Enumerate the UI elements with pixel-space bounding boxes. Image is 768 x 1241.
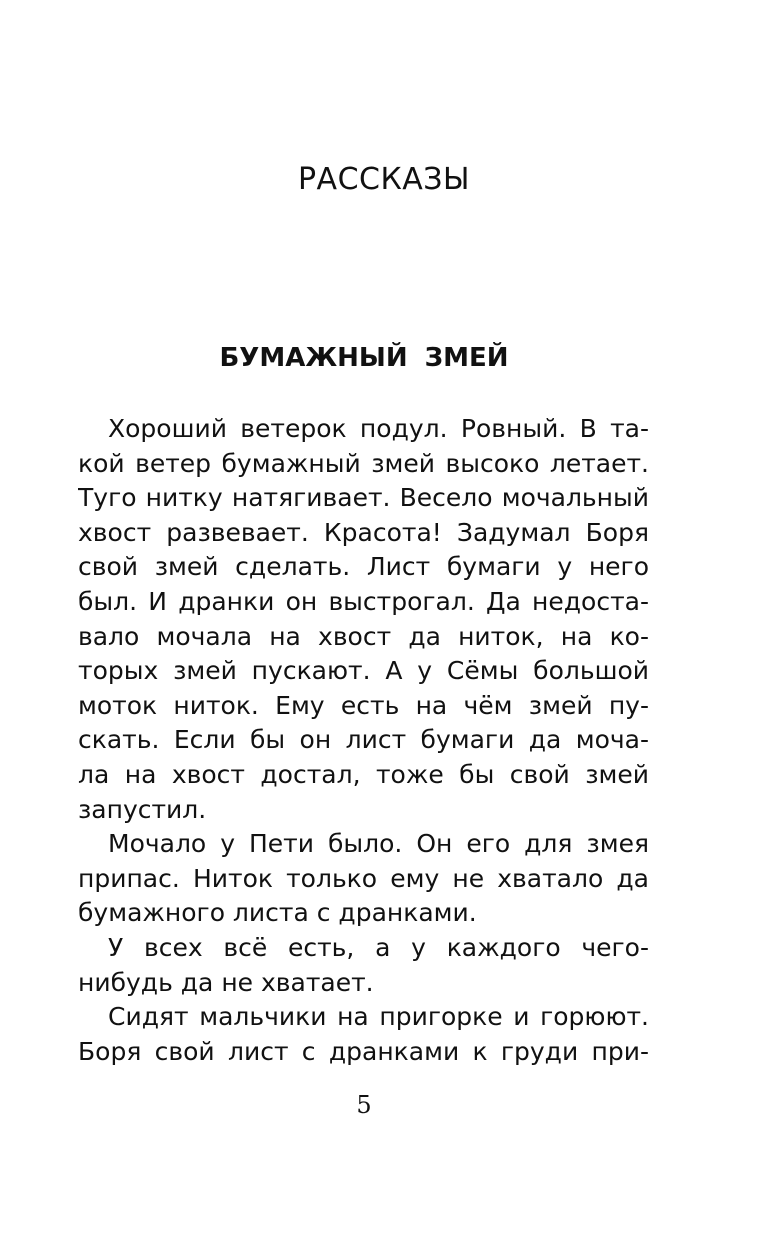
text-line: Туго нитку натягивает. Весело мочальный — [78, 483, 649, 513]
text-line: Сидят мальчики на пригорке и горюют. — [108, 1002, 649, 1032]
paragraph — [78, 931, 649, 1000]
text-line: Мочало у Пети было. Он его для змея — [108, 829, 649, 859]
text-line: Хороший ветерок подул. Ровный. В та- — [108, 414, 649, 443]
text-line: вало мочала на хвост да ниток, на ко- — [78, 621, 649, 651]
text-line: кой ветер бумажный змей высоко летает. — [78, 448, 649, 478]
text-line: был. И дранки он выстрогал. Да недоста- — [78, 586, 649, 616]
text-line: Боря свой лист с дранками к груди при- — [78, 1036, 649, 1066]
text-line: свой змей сделать. Лист бумаги у него — [78, 552, 649, 582]
text-line: моток ниток. Ему есть на чём змей пу- — [78, 690, 649, 720]
page-number: 5 — [356, 1091, 372, 1119]
text-line: скать. Если бы он лист бумаги да моча- — [78, 725, 649, 755]
paragraph — [78, 412, 649, 827]
text-line: У всех всё есть, а у каждого чего- — [108, 932, 649, 962]
text-line: торых змей пускают. А у Сёмы большой — [78, 656, 649, 686]
section-title: РАССКАЗЫ — [297, 162, 471, 197]
paragraph — [78, 827, 649, 931]
text-line: нибудь да не хватает. — [78, 967, 374, 997]
story-title: БУМАЖНЫЙ ЗМЕЙ — [219, 343, 509, 373]
text-line: хвост развевает. Красота! Задумал Боря — [78, 517, 649, 547]
text-line: припас. Ниток только ему не хватало да — [78, 863, 649, 893]
story-text — [78, 412, 649, 1069]
text-line: бумажного листа с дранками. — [78, 898, 477, 928]
paragraph — [78, 1000, 649, 1069]
text-line: запустил. — [78, 794, 207, 824]
text-line: ла на хвост достал, тоже бы свой змей — [78, 759, 649, 789]
